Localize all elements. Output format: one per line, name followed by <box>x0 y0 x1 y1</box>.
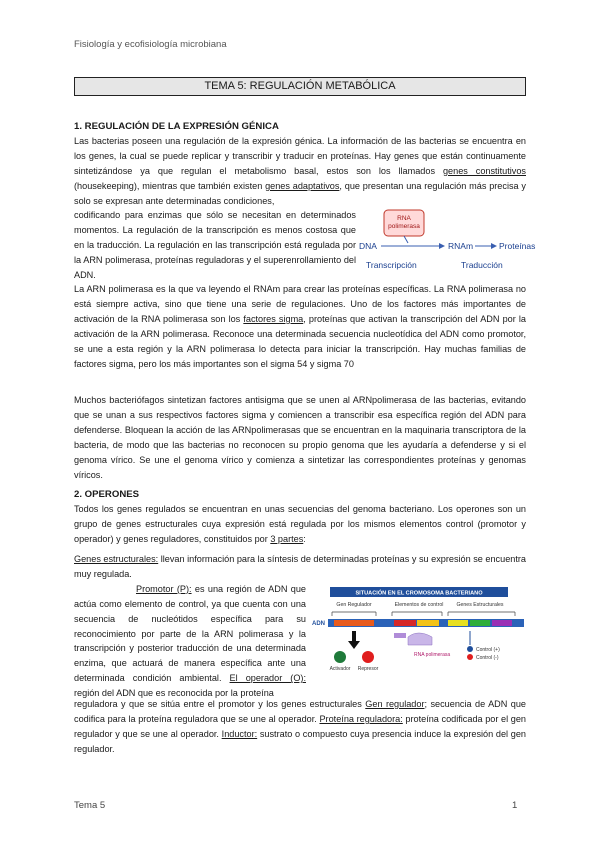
col-control: Elementos de control <box>394 602 444 608</box>
term-genes-constitutivos: genes constitutivos <box>442 165 526 176</box>
section-2-paragraph-1: Todos los genes regulados se encuentran en unas secuencias del genoma bacteriano. Los operones son un grupo de genes estructurales cuya expresión está regulada por los mismos elementos control (promotor y operador) y genes reguladores, constituidos por 3 partes: <box>74 504 526 544</box>
repressor-label: Represor <box>357 666 379 672</box>
control-neg-dot <box>467 654 473 660</box>
proteins-label: Proteínas <box>499 241 536 251</box>
section-1-paragraph-3: Muchos bacteriófagos sintetizan factores antisigma que se unen al ARNpolimerasa de las bacterias, evitando que se unan a sus respectivos factores sigma y comiencen a transcribir esa específica región del ADN para defenderse. Bloquean la acción de las ARNpolimerasas que se encuentran en la maquinaria transcriptora de la bacteria, de modo que las bacterias no reconocen su propio genoma que les ayudaría a defenderse y si el genoma vírico. Se une el genoma vírico y comienza a sintetizar las correspondientes proteínas y genomas víricos. <box>74 395 526 480</box>
section-1-paragraph-1-cont: codificando para enzimas que sólo se necesitan en determinados momentos. La regulación de la transcripción es menos costosa que en la traducción. La regulación en las transcripción está regulada por la ARN polimerasa, proteínas reguladoras y el superenrollamiento del ADN. <box>74 210 356 280</box>
polymerase-shape <box>394 633 406 638</box>
dna-strand-label: ADN <box>312 621 325 627</box>
col-regulator: Gen Regulador <box>336 602 372 608</box>
rna-polymerase-box <box>384 210 424 236</box>
section-1-paragraph-1: Las bacterias poseen una regulación de la expresión génica. La información de las bacterias se encuentra en los genes, la cual se puede replicar y transcribir y traducir en proteínas. Hay genes que están continuamente sintetizándose ya que regulan el metabolismo basal, estos son los llamados genes constitutivos (housekeeping), mientras que también existen genes adaptativos, que presentan una regulación más precisa y solo se expresan ante determinadas condiciones, <box>74 136 526 206</box>
figure-banner-text: SITUACIÓN EN EL CROMOSOMA BACTERIANO <box>355 590 483 597</box>
regulator-gene <box>334 620 374 626</box>
term-operador: El operador (O): <box>229 673 306 684</box>
translation-label: Traducción <box>461 260 503 270</box>
structural-gene-3 <box>492 620 512 626</box>
enzyme-pointer <box>404 236 408 243</box>
running-header: Fisiología y ecofisiología microbiana <box>74 39 227 50</box>
term-gen-regulador: Gen regulador <box>365 699 425 709</box>
polymerase-label: RNA polimerasa <box>414 652 451 658</box>
transcription-flow-diagram <box>356 208 536 272</box>
term-proteina-reguladora: Proteína reguladora: <box>319 713 403 724</box>
control-pos-dot <box>467 646 473 652</box>
activator-shape <box>334 651 346 663</box>
enzyme-label-1: RNA <box>397 215 411 222</box>
term-promotor: Promotor (P): <box>135 583 192 594</box>
section-2-paragraph-2-wrap: Promotor (P): es una región de ADN que actúa como elemento de control, ya que cuenta con una secuencia de nucleótidos específica para su reconocimiento por parte de la ARN polimerasa y la transcripción y posterior traducción de una determinada enzima, que actuará de manera específica ante una determinada condición ambiental. El operador (O): región del ADN que es reconocida por la proteína <box>74 552 526 701</box>
footer-page-number: 1 <box>512 800 518 811</box>
col-structural: Genes Estructurales <box>456 602 504 608</box>
term-factores-sigma: factores sigma <box>243 313 304 324</box>
enzyme-label: polimerasa <box>388 223 420 230</box>
structural-gene-1 <box>448 620 468 626</box>
term-inductor: Inductor: <box>221 728 258 739</box>
structural-gene-2 <box>470 620 490 626</box>
term-genes-estructurales: Genes estructurales: <box>74 554 159 564</box>
section-2-heading: 2. OPERONES <box>74 489 140 500</box>
section-2-paragraph-2-cont: reguladora y que se sitúa entre el promotor y los genes estructurales Gen regulador; secuencia de ADN que codifica para la proteína reguladora que se une al operador. Proteína reguladora: proteína codificada por el gen regulador y que se une al operador. Inductor: sustrato o compuesto cuya presencia induce la expresión del gen regulador. <box>74 699 526 754</box>
activator-label: Activador <box>329 666 351 672</box>
section-1-heading: 1. REGULACIÓN DE LA EXPRESIÓN GÉNICA <box>74 121 279 132</box>
section-2-paragraph-2-line1: Genes estructurales: llevan información para la síntesis de determinadas proteínas y su expresión se encuentra muy regulada. <box>74 554 526 579</box>
section-1-paragraph-2: La ARN polimerasa es la que va leyendo el RNAm para crear las proteínas específicas. La RNA polimerasa no está siempre activa, sino que tiene una serie de regulaciones. Uno de los factores más importantes de activación de la RNA polimerasa son los factores sigma, proteínas que activan la transcripción del ADN por la activación de la ARN polimerasa. Reconoce una determinada secuencia nucleotídica del ADN como promotor, se une a esta región y la ARN polimerasa lo detecta para iniciar la transcripción. Hay muchas familias de factores sigma, pero los más importantes son el sigma 54 y sigma 70 <box>74 284 526 369</box>
operator-region <box>417 620 439 626</box>
transcription-label: Transcripción <box>366 260 417 270</box>
operon-figure <box>310 585 528 690</box>
rna-label: RNAm <box>448 241 474 251</box>
dna-label: DNA <box>359 241 377 251</box>
control-neg-label: Control (-) <box>476 655 499 661</box>
term-genes-adaptativos: genes adaptativos <box>265 180 340 191</box>
page-title: TEMA 5: REGULACIÓN METABÓLICA <box>74 77 526 96</box>
promoter-region <box>394 620 416 626</box>
repressor-shape <box>362 651 374 663</box>
footer-chapter: Tema 5 <box>74 800 106 811</box>
control-pos-label: Control (+) <box>476 647 500 653</box>
term-3-partes: 3 partes <box>270 533 304 544</box>
